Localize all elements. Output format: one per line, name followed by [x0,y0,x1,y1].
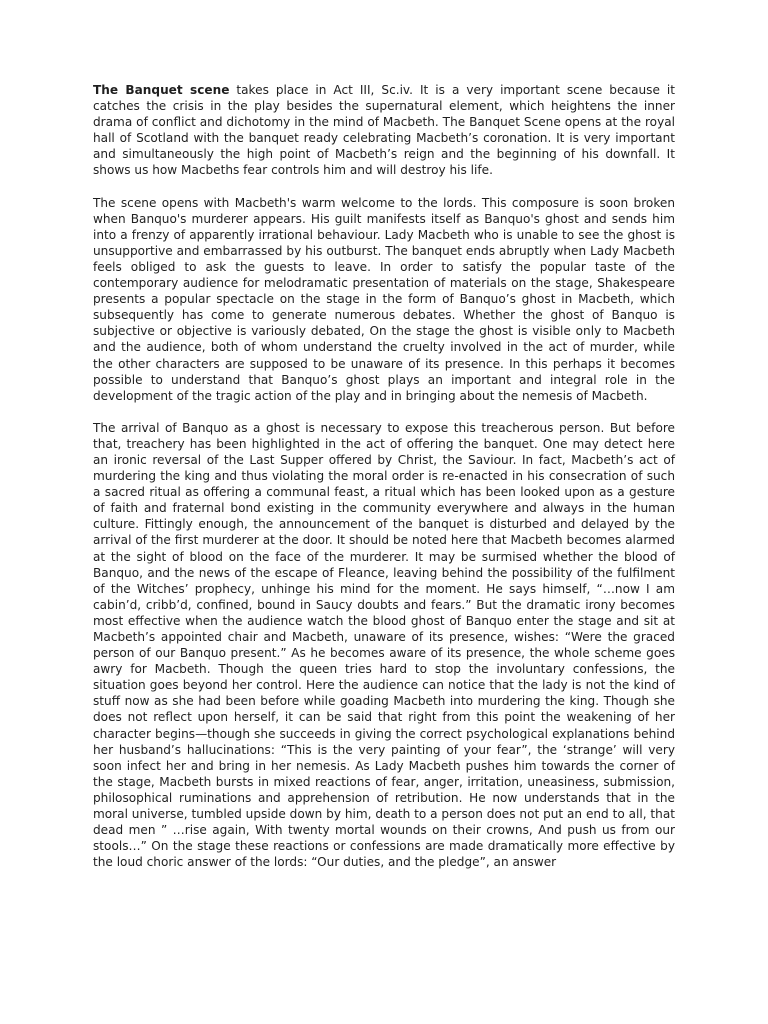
paragraph-1-lead: The Banquet scene [93,83,230,97]
paragraph-3-text: The arrival of Banquo as a ghost is necessary to expose this treacherous person. But before that, treachery has been highlighted in the act of offering the banquet. One may detect here an ironic reversal of the Last Supper offered by Christ, the Saviour. In fact, Macbeth’s act of murdering the king and thus violating the moral order is re-enacted in his consecration of such a sacred ritual as offering a communal feast, a ritual which has been looked upon as a gesture of faith and fraternal bond existing in the community everywhere and always in the human culture. Fittingly enough, the announcement of the banquet is disturbed and delayed by the arrival of the first murderer at the door. It should be noted here that Macbeth becomes alarmed at the sight of blood on the face of the murderer. It may be surmised whether the blood of Banquo, and the news of the escape of Fleance, leaving behind the possibility of the fulfilment of the Witches’ prophecy, unhinge his mind for the moment. He says himself, “…now I am cabin’d, cribb’d, confined, bound in Saucy doubts and fears.” But the dramatic irony becomes most effective when the audience watch the blood ghost of Banquo enter the stage and sit at Macbeth’s appointed chair and Macbeth, unaware of its presence, wishes: “Were the graced person of our Banquo present.” As he becomes aware of its presence, the whole scheme goes awry for Macbeth. Though the queen tries hard to stop the involuntary confessions, the situation goes beyond her control. Here the audience can notice that the lady is not the kind of stuff now as she had been before while goading Macbeth into murdering the king. Though she does not reflect upon herself, it can be said that right from this point the weakening of her character begins—though she succeeds in giving the correct psychological explanations behind her husband’s hallucinations: “This is the very painting of your fear”, the ‘strange’ will very soon infect her and bring in her nemesis. As Lady Macbeth pushes him towards the corner of the stage, Macbeth bursts in mixed reactions of fear, anger, irritation, uneasiness, submission, philosophical ruminations and apprehension of retribution. He now understands that in the moral universe, tumbled upside down by him, death to a person does not put an end to all, that dead men ” …rise again, With twenty mortal wounds on their crowns, And push us from our stools…” On the stage these reactions or confessions are made dramatically more effective by the loud choric answer of the lords: “Our duties, and the pledge”, an answer [93,420,675,870]
document-page [93,82,675,886]
paragraph-2 [93,195,675,404]
paragraph-2-text: The scene opens with Macbeth's warm welcome to the lords. This composure is soon broken when Banquo's murderer appears. His guilt manifests itself as Banquo's ghost and sends him into a frenzy of apparently irrational behaviour. Lady Macbeth who is unable to see the ghost is unsupportive and embarrassed by his outburst. The banquet ends abruptly when Lady Macbeth feels obliged to ask the guests to leave. In order to satisfy the popular taste of the contemporary audience for melodramatic presentation of materials on the stage, Shakespeare presents a popular spectacle on the stage in the form of Banquo’s ghost in Macbeth, which subsequently has come to generate numerous debates. Whether the ghost of Banquo is subjective or objective is variously debated, On the stage the ghost is visible only to Macbeth and the audience, both of whom understand the cruelty involved in the act of murder, while the other characters are supposed to be unaware of its presence. In this perhaps it becomes possible to understand that Banquo’s ghost plays an important and integral role in the development of the tragic action of the play and in bringing about the nemesis of Macbeth. [93,195,675,403]
paragraph-1 [93,82,675,179]
paragraph-1-text: takes place in Act III, Sc.iv. It is a very important scene because it catches the crisis in the play besides the supernatural element, which heightens the inner drama of conflict and dichotomy in the mind of Macbeth. The Banquet Scene opens at the royal hall of Scotland with the banquet ready celebrating Macbeth’s coronation. It is very important and simultaneously the high point of Macbeth’s reign and the beginning of his downfall. It shows us how Macbeths fear controls him and will destroy his life. [93,83,675,178]
paragraph-3 [93,420,675,871]
